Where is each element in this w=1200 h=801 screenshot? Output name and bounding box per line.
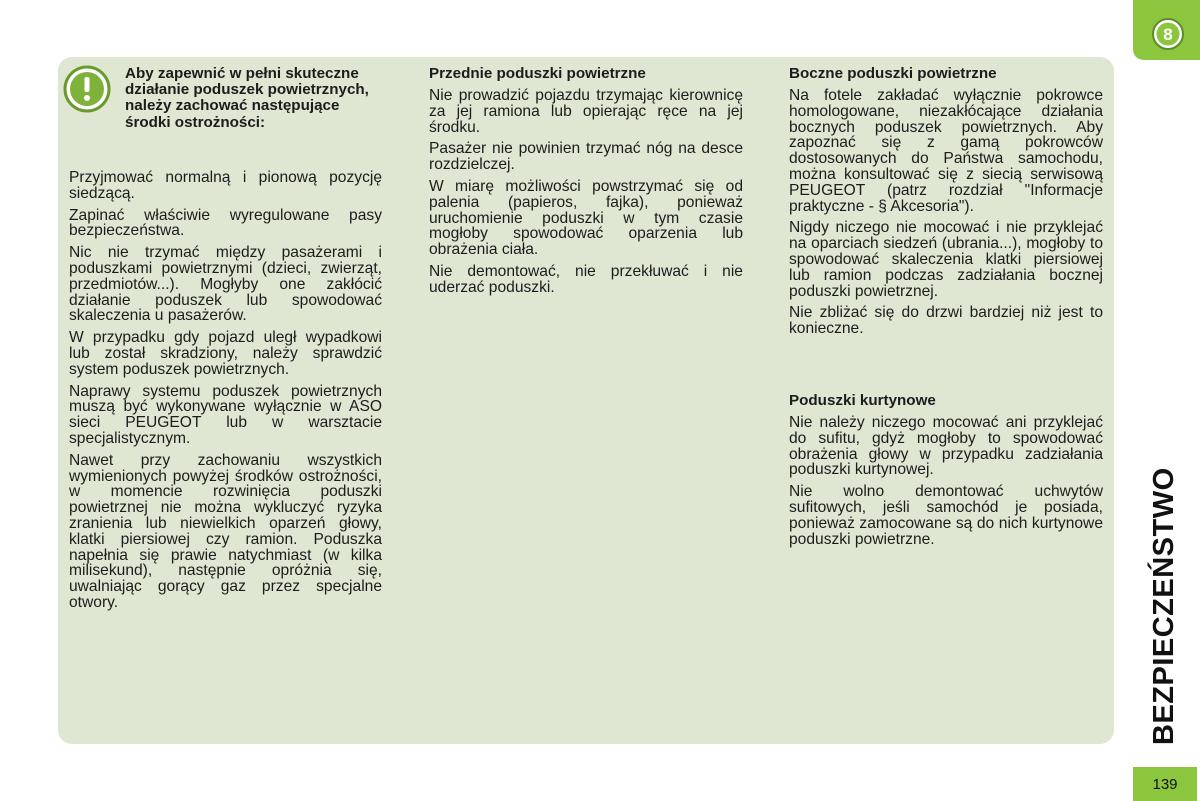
front-airbags-column bbox=[429, 66, 743, 302]
warning-exclamation-icon bbox=[62, 64, 112, 114]
paragraph: W miarę możliwości powstrzymać się od palenia (papieros, fajka), ponieważ uruchomienie poduszki w tym czasie mogłoby spowodować oparzenia lub obrażenia ciała. bbox=[429, 177, 743, 259]
paragraph: W przypadku gdy pojazd uległ wypadkowi lub został skradziony, należy sprawdzić system poduszek powietrznych. bbox=[69, 329, 382, 378]
side-airbags-column bbox=[789, 66, 1103, 553]
warning-column bbox=[69, 66, 382, 617]
section-heading: Przednie poduszki powietrzne bbox=[429, 65, 646, 82]
paragraph: Przyjmować normalną i pionową pozycję siedzącą. bbox=[69, 169, 382, 202]
chapter-number: 8 bbox=[1163, 25, 1173, 44]
paragraph: Naprawy systemu poduszek powietrznych muszą być wykonywane wyłącznie w ASO sieci PEUGEOT lub w warsztacie specjalistycznym. bbox=[69, 382, 382, 447]
paragraph: Nic nie trzymać między pasażerami i poduszkami powietrznymi (dzieci, zwierząt, przedmiotów...). Mogłyby one zakłócić działanie poduszek lub spowodować skaleczenia u pasażerów. bbox=[69, 244, 382, 325]
paragraph: Nawet przy zachowaniu wszystkich wymienionych powyżej środków ostrożności, w momencie rozwinięcia poduszki powietrznej nie można wykluczyć ryzyka zranienia lub niewielkich oparzeń głowy, klatki piersiowej czy ramion. Poduszka napełnia się prawie natychmiast (w kilka milisekund), następnie opróżnia się, uwalniając gorący gaz przez specjalne otwory. bbox=[69, 451, 382, 611]
section-heading: Poduszki kurtynowe bbox=[789, 391, 936, 409]
paragraph: Na fotele zakładać wyłącznie pokrowce homologowane, niezakłócające działania bocznych poduszek powietrznych. Aby zapoznać się z gamą pokrowców dostosowanych do Państwa samochodu, można konsultować się z siecią serwisową PEUGEOT (patrz rozdział "Informacje praktyczne - § Akcesoria"). bbox=[789, 87, 1103, 215]
paragraph: Zapinać właściwie wyregulowane pasy bezpieczeństwa. bbox=[69, 206, 382, 240]
paragraph: Nie zbliżać się do drzwi bardziej niż jest to konieczne. bbox=[789, 304, 1103, 338]
chapter-label: BEZPIECZEŃSTWO bbox=[1148, 467, 1180, 745]
chapter-number-icon bbox=[1137, 4, 1193, 58]
section-heading: Boczne poduszki powietrzne bbox=[789, 65, 997, 82]
spacer bbox=[789, 343, 1103, 393]
warning-header bbox=[69, 66, 382, 170]
paragraph: Nie wolno demontować uchwytów sufitowych, jeśli samochód je posiada, ponieważ zamocowane są do nich kurtynowe poduszki powietrzne. bbox=[789, 483, 1103, 548]
paragraph: Nie prowadzić pojazdu trzymając kierownicę za jej ramiona lub opierając ręce na jej środku. bbox=[429, 87, 743, 136]
page-number: 139 bbox=[1133, 767, 1197, 801]
paragraph: Nie należy niczego mocować ani przyklejać do sufitu, gdyż mogłoby to spowodować obrażenia głowy w przypadku zadziałania poduszki kurtynowej. bbox=[789, 413, 1103, 479]
paragraph: Nigdy niczego nie mocować i nie przyklejać na oparciach siedzeń (ubrania...), mogłoby to spowodować skaleczenia klatki piersiowej lub ramion podczas zadziałania bocznej poduszki powietrznej. bbox=[789, 219, 1103, 300]
chapter-badge bbox=[1137, 4, 1193, 58]
warning-title: Aby zapewnić w pełni skuteczne działanie poduszek powietrznych, należy zachować następujące środki ostrożności: bbox=[125, 65, 369, 131]
paragraph: Pasażer nie powinien trzymać nóg na desce rozdzielczej. bbox=[429, 140, 743, 174]
paragraph: Nie demontować, nie przekłuwać i nie uderzać poduszki. bbox=[429, 262, 743, 296]
